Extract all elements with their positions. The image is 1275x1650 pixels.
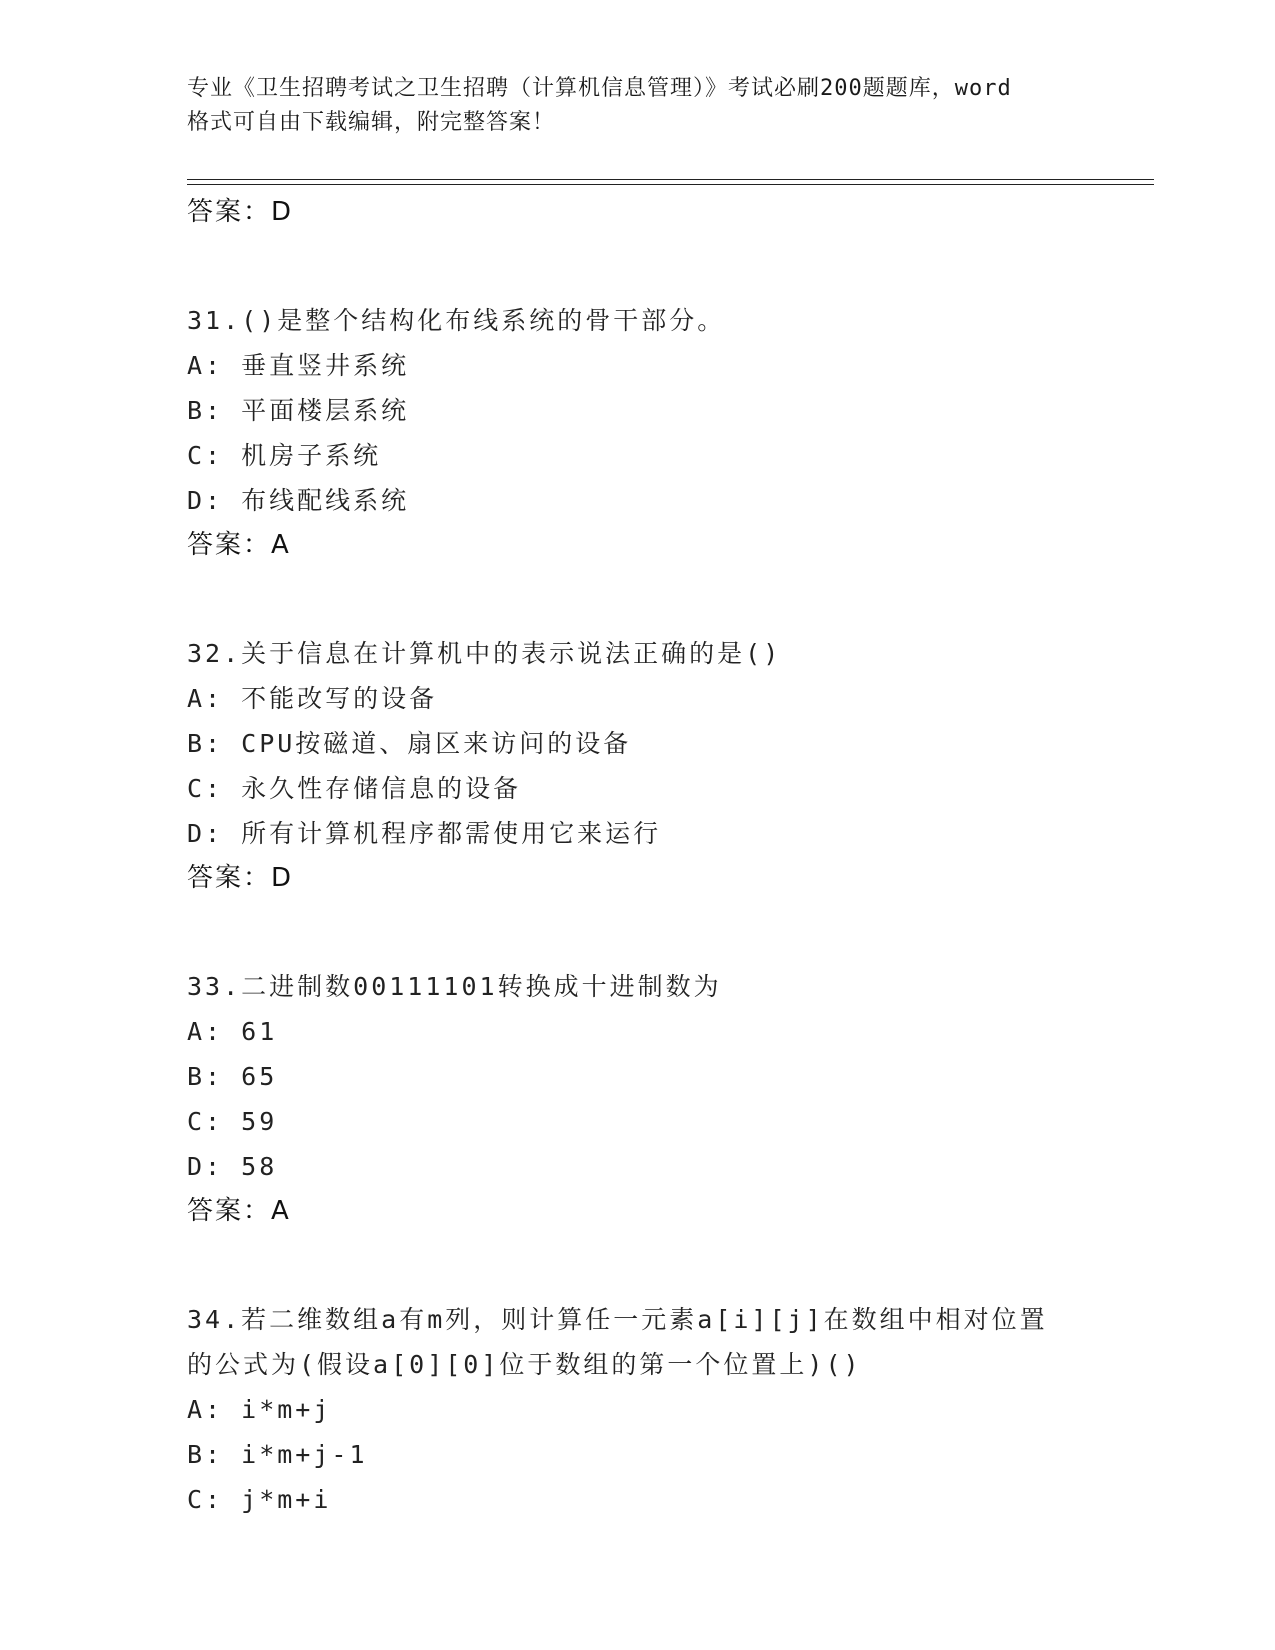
header-rule-top (187, 179, 1154, 180)
option-b: B: 平面楼层系统 (187, 396, 410, 425)
option-c: C: 机房子系统 (187, 441, 382, 470)
option-a: A: i*m+j (187, 1395, 332, 1424)
option-b: B: CPU按磁道、扇区来访问的设备 (187, 729, 632, 758)
option-c: C: j*m+i (187, 1485, 332, 1514)
question-32 (187, 631, 1087, 901)
answer-line: 答案：D (187, 863, 294, 893)
question-list (187, 190, 1087, 1522)
answer-line: 答案：A (187, 530, 291, 560)
question-text: 32.关于信息在计算机中的表示说法正确的是() (187, 639, 782, 668)
header-rule-bottom (187, 184, 1154, 185)
header-line-1: 专业《卫生招聘考试之卫生招聘（计算机信息管理）》考试必刷200题题库，word (187, 76, 1012, 101)
question-text-line-2: 的公式为(假设a[0][0]位于数组的第一个位置上)() (187, 1350, 862, 1379)
answer-line: 答案：D (187, 197, 294, 227)
question-33 (187, 964, 1087, 1234)
question-34 (187, 1297, 1087, 1522)
option-a: A: 不能改写的设备 (187, 684, 438, 713)
option-d: D: 所有计算机程序都需使用它来运行 (187, 819, 662, 848)
answer-line: 答案：A (187, 1196, 291, 1226)
question-31 (187, 298, 1087, 568)
option-d: D: 布线配线系统 (187, 486, 410, 515)
option-a: A: 61 (187, 1017, 278, 1046)
header-line-2: 格式可自由下载编辑，附完整答案！ (187, 110, 556, 135)
option-d: D: 58 (187, 1152, 278, 1181)
option-c: C: 59 (187, 1107, 278, 1136)
option-a: A: 垂直竖井系统 (187, 351, 410, 380)
question-text: 33.二进制数00111101转换成十进制数为 (187, 972, 722, 1001)
document-header (187, 72, 1087, 140)
question-text: 31.()是整个结构化布线系统的骨干部分。 (187, 306, 726, 335)
option-b: B: i*m+j-1 (187, 1440, 368, 1469)
option-b: B: 65 (187, 1062, 278, 1091)
option-c: C: 永久性存储信息的设备 (187, 774, 522, 803)
question-text-line-1: 34.若二维数组a有m列，则计算任一元素a[i][j]在数组中相对位置 (187, 1305, 1048, 1334)
